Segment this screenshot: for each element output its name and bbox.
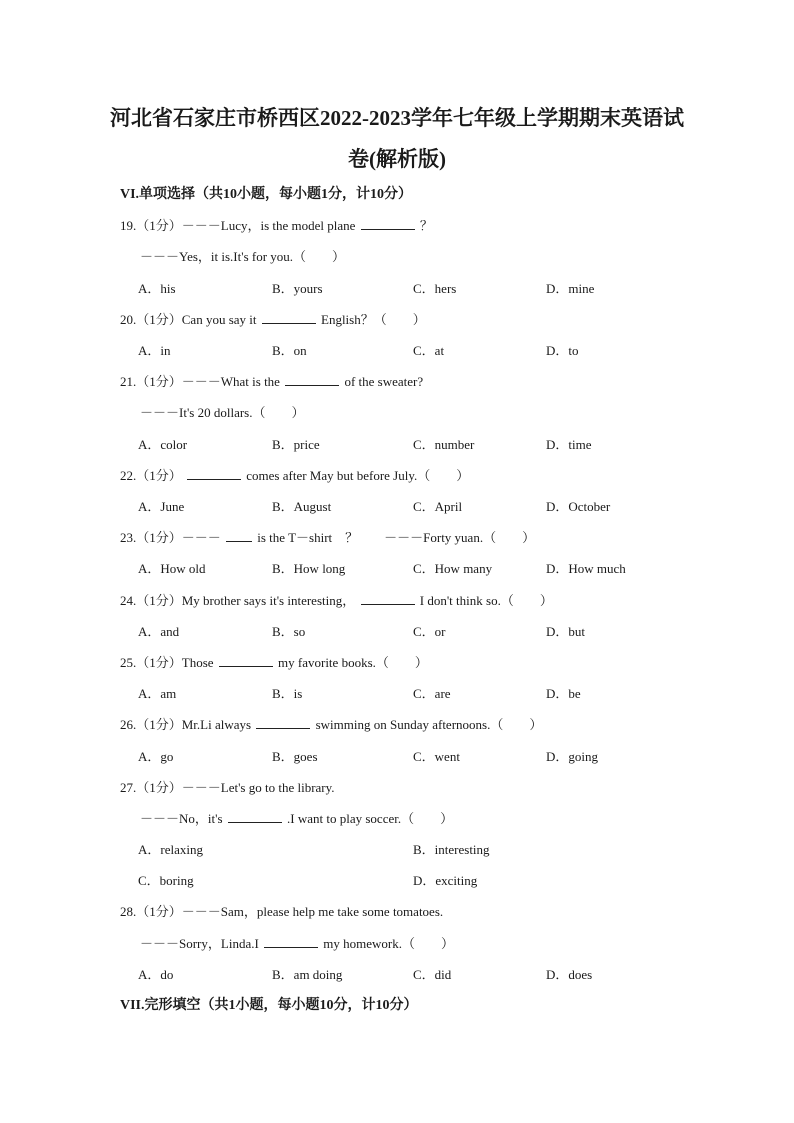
question-26: [120, 716, 542, 734]
answer-blank: [219, 654, 273, 667]
question-26-text: 26.（1分）Mr.Li always: [120, 717, 252, 732]
option-c[interactable]: C．did: [413, 967, 452, 982]
document-title-line2: 卷(解析版): [348, 147, 446, 171]
question-24-text-end: I don't think so.（ ）: [419, 593, 553, 608]
question-21-reply: －－－It's 20 dollars.（ ）: [140, 405, 305, 420]
question-27: 27.（1分）－－－Let's go to the library.: [120, 780, 335, 795]
option-d[interactable]: D．October: [546, 499, 611, 514]
option-d[interactable]: D．mine: [546, 281, 595, 296]
option-a[interactable]: A．am: [138, 686, 177, 701]
option-c[interactable]: C．are: [413, 686, 451, 701]
answer-blank: [262, 311, 316, 324]
question-23-text-end: is the T－shirt ？ －－－Forty yuan.（ ）: [257, 530, 536, 545]
question-20-text-end: English？（ ）: [321, 312, 426, 327]
question-19-text: 19.（1分）－－－Lucy，is the model plane: [120, 218, 356, 233]
question-23: [120, 529, 535, 547]
option-a[interactable]: A．relaxing: [138, 842, 203, 857]
answer-blank: [228, 810, 282, 823]
option-d[interactable]: D．How much: [546, 561, 626, 576]
document-title-line1: 河北省石家庄市桥西区2022-2023学年七年级上学期期末英语试: [110, 106, 684, 130]
question-21-text-end: of the sweater?: [344, 374, 424, 389]
answer-blank: [361, 217, 415, 230]
option-d[interactable]: D．time: [546, 437, 592, 452]
option-a[interactable]: A．do: [138, 967, 174, 982]
question-21: [120, 373, 423, 391]
question-25: [120, 654, 428, 672]
option-b[interactable]: B．interesting: [413, 842, 490, 857]
option-a[interactable]: A．How old: [138, 561, 206, 576]
question-24: [120, 592, 553, 610]
section-heading-single-choice: VI.单项选择（共10小题，每小题1分，计10分）: [120, 187, 413, 202]
option-a[interactable]: A．go: [138, 749, 174, 764]
option-c[interactable]: C．April: [413, 499, 463, 514]
option-b[interactable]: B．am doing: [272, 967, 343, 982]
question-20-text: 20.（1分）Can you say it: [120, 312, 257, 327]
option-a[interactable]: A．June: [138, 499, 185, 514]
question-20: [120, 311, 426, 329]
question-28: 28.（1分）－－－Sam，please help me take some tomatoes.: [120, 904, 444, 919]
question-28-reply-text: －－－Sorry，Linda.I: [140, 936, 259, 951]
question-22: [120, 467, 469, 485]
option-a[interactable]: A．in: [138, 343, 171, 358]
section-heading-cloze: VII.完形填空（共1小题，每小题10分，计10分）: [120, 998, 418, 1013]
answer-blank: [361, 592, 415, 605]
option-b[interactable]: B．so: [272, 624, 306, 639]
option-d[interactable]: D．does: [546, 967, 593, 982]
answer-blank: [285, 373, 339, 386]
answer-blank: [264, 935, 318, 948]
answer-blank: [187, 467, 241, 480]
option-b[interactable]: B．How long: [272, 561, 346, 576]
question-27-reply-end: .I want to play soccer.（ ）: [287, 811, 454, 826]
option-d[interactable]: D．to: [546, 343, 579, 358]
option-d[interactable]: D．but: [546, 624, 586, 639]
option-d[interactable]: D．be: [546, 686, 581, 701]
option-a[interactable]: A．his: [138, 281, 176, 296]
question-23-text: 23.（1分）－－－: [120, 530, 221, 545]
question-22-text-end: comes after May but before July.（ ）: [246, 468, 470, 483]
option-d[interactable]: D．going: [546, 749, 599, 764]
option-c[interactable]: C．How many: [413, 561, 493, 576]
question-25-text: 25.（1分）Those: [120, 655, 214, 670]
option-a[interactable]: A．and: [138, 624, 180, 639]
answer-blank: [256, 716, 310, 729]
option-b[interactable]: B．August: [272, 499, 332, 514]
option-a[interactable]: A．color: [138, 437, 188, 452]
question-22-text: 22.（1分）: [120, 468, 182, 483]
option-c[interactable]: C．number: [413, 437, 475, 452]
option-c[interactable]: C．or: [413, 624, 446, 639]
question-19-reply: －－－Yes，it is.It's for you.（ ）: [140, 249, 346, 264]
option-c[interactable]: C．went: [413, 749, 460, 764]
question-28-reply: [140, 935, 454, 953]
option-b[interactable]: B．yours: [272, 281, 323, 296]
option-b[interactable]: B．price: [272, 437, 320, 452]
option-b[interactable]: B．on: [272, 343, 307, 358]
question-28-reply-end: my homework.（ ）: [323, 936, 455, 951]
question-26-text-end: swimming on Sunday afternoons.（ ）: [315, 717, 543, 732]
option-c[interactable]: C．hers: [413, 281, 457, 296]
question-21-text: 21.（1分）－－－What is the: [120, 374, 280, 389]
option-b[interactable]: B．is: [272, 686, 303, 701]
option-b[interactable]: B．goes: [272, 749, 318, 764]
question-19-text-end: ？: [419, 218, 433, 233]
option-c[interactable]: C．boring: [138, 873, 194, 888]
question-25-text-end: my favorite books.（ ）: [278, 655, 428, 670]
question-27-reply: [140, 810, 453, 828]
question-24-text: 24.（1分）My brother says it's interesting，: [120, 593, 356, 608]
option-d[interactable]: D．exciting: [413, 873, 478, 888]
question-19: [120, 217, 433, 235]
option-c[interactable]: C．at: [413, 343, 445, 358]
answer-blank: [226, 529, 252, 542]
question-27-reply-text: －－－No，it's: [140, 811, 223, 826]
